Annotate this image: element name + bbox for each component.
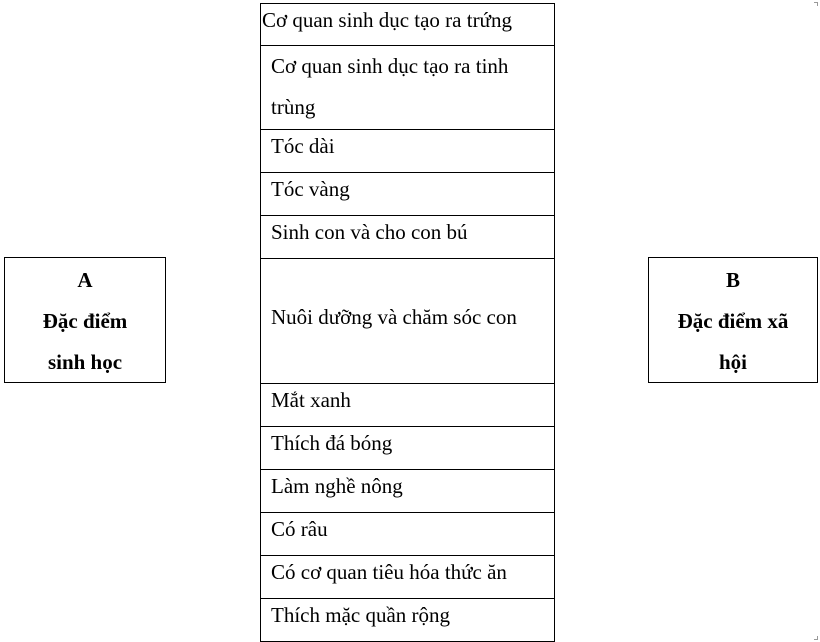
trait-cell: Mắt xanh: [261, 384, 555, 427]
trait-row: [261, 427, 555, 470]
page-corner-mark: [814, 2, 818, 6]
category-b-title-line1: Đặc điểm xã: [677, 309, 789, 333]
trait-cell: Tóc dài: [261, 130, 555, 173]
trait-cell: Có râu: [261, 513, 555, 556]
trait-row: [261, 4, 555, 46]
trait-cell: Có cơ quan tiêu hóa thức ăn: [261, 556, 555, 599]
category-box-a: [4, 257, 166, 383]
trait-row: [261, 384, 555, 427]
category-b-letter: B: [725, 268, 740, 292]
trait-row: [261, 259, 555, 384]
trait-cell: Cơ quan sinh dục tạo ra tinh trùng: [261, 46, 555, 130]
trait-row: [261, 513, 555, 556]
trait-cell: Làm nghề nông: [261, 470, 555, 513]
trait-row: [261, 46, 555, 130]
page-corner-mark: [814, 636, 818, 640]
trait-row: [261, 470, 555, 513]
category-box-b: [648, 257, 818, 383]
trait-cell: Thích mặc quần rộng: [261, 599, 555, 642]
trait-cell: Tóc vàng: [261, 173, 555, 216]
trait-row: [261, 556, 555, 599]
category-b-title-line2: hội: [718, 350, 747, 374]
trait-row: [261, 216, 555, 259]
traits-table: [260, 3, 555, 642]
trait-row: [261, 599, 555, 642]
category-a-letter: A: [77, 268, 93, 292]
trait-cell: Nuôi dưỡng và chăm sóc con: [261, 259, 555, 384]
trait-row: [261, 130, 555, 173]
trait-row: [261, 173, 555, 216]
trait-cell: Thích đá bóng: [261, 427, 555, 470]
trait-cell: Sinh con và cho con bú: [261, 216, 555, 259]
category-a-title-line2: sinh học: [47, 350, 123, 374]
trait-cell: Cơ quan sinh dục tạo ra trứng: [261, 4, 555, 46]
category-a-title-line1: Đặc điểm: [42, 309, 128, 333]
